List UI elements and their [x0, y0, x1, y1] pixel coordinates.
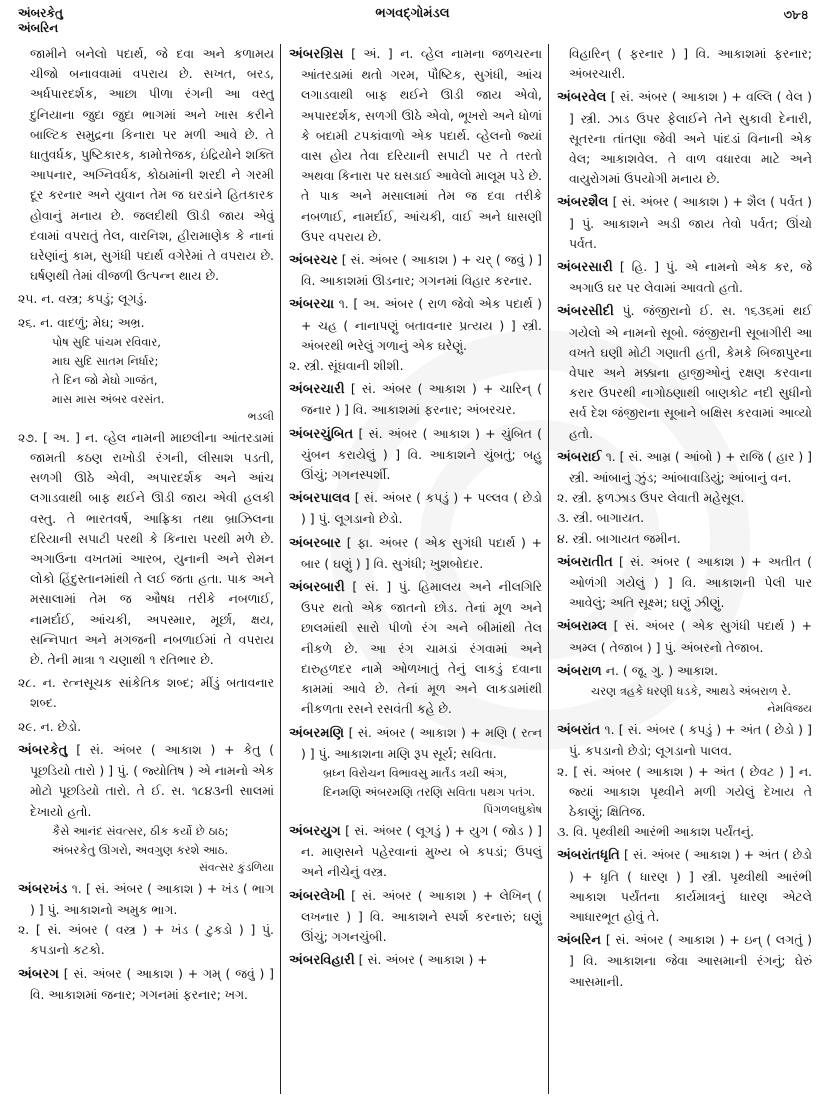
dictionary-entry [557, 616, 812, 657]
definition [18, 740, 274, 822]
guide-word-first: અંબરકેતુ [18, 6, 63, 20]
definition [557, 720, 812, 761]
quotation-line: ચરણ ત્રહકે ધરણી ધડકે, આથડે અંબરાળ રે. [591, 684, 792, 699]
definition-text: [ સં. અંબર ( આકાશ ) + લેખિન્ ( લખનાર ) ] વિ. આકાશને સ્પર્શ કરનારું; ઘણું ઊંચું; ગગનચુંબી. [301, 887, 542, 944]
headword: અંબરગ [18, 966, 59, 982]
definition [557, 529, 812, 549]
definition-text: ૧. [ સં. અંબર ( કપડું ) + અંત ( છેડો ) ] પું. કપડાનો છેડો; લૂગડાનો પાલવ. [569, 722, 812, 759]
definition [557, 44, 812, 84]
definition-text: [ સં. ] પું. હિમાલય અને નીલગિરિ ઉપર થતો એક જાતનો છોડ. તેનાં મૂળ અને છાલમાંથી સારો પીળો રંગ અને બીમાંથી તેલ નીકળે છે. આ રંગ ચામડાં રંગવામાં અને દારુહળદર નામે ઓળખાતું તેનું લાકડું દવાના કામમાં આવે છે. તેનાં મૂળ અને લાકડામાંથી નીકળતા રસને રસવંતી કહે છે. [301, 579, 542, 717]
definition-text: ૨. [ સં. અંબર ( વસ્ત્ર ) + ખંડ ( ટુકડો ) ] પું. કપડાનો કટકો. [18, 922, 274, 958]
definition-text: [ સં. અંબર ( આકાશ ) + ઇન્ ( લગતું ) ] વિ. આકાશના જેવા આસમાની રંગનું; ઘેરું આસમાની. [569, 932, 812, 989]
dictionary-entry [289, 723, 542, 818]
definition-text: ૨૬. ન. વાદળું; મેઘ; અભ્ર. [18, 314, 145, 330]
definition [557, 822, 812, 842]
headword: અંબરવિહારી [289, 953, 355, 969]
definition-text: [ સં. અંબર ( આકાશ ) + વલ્લિ ( વેલ ) ] સ્ત્રી. ઝાડ ઉપર ફેલાઈને તેને સુકાવી દેનારી, સૂતરના તાંતણા જેવી અને પાંદડાં વિનાની એક વેલ; આકાશવેલ. તે વાળ વધારવા માટે અને વાયુરોગમાં ઉપયોગી મનાય છે. [569, 89, 812, 187]
headword: અંબરવેલ [557, 90, 607, 106]
definition [557, 552, 812, 614]
definition-text: ૨૫. ન. વસ્ત્ર; કપડું; લૂગડું. [18, 291, 148, 307]
definition-text: [ હિ. ] પું. એ નામનો એક કર, જે અગાઉ ઘર પર લેવામાં આવતો હતો. [569, 259, 812, 296]
headword: અંબરસીદી [557, 304, 614, 320]
headword: અંબરપાલવ [289, 491, 351, 507]
definition-text: ૨. સ્ત્રી. સૂંઘવાની શીશી. [289, 358, 404, 374]
dictionary-entry [557, 87, 812, 189]
quotation-line: દિનમણિ અંબરમણિ તરણિ સવિતા પથગ પતંગ. [323, 784, 536, 799]
definition [18, 717, 274, 737]
column-3 [548, 44, 814, 1094]
definition [557, 257, 812, 298]
definition [18, 313, 274, 333]
definition-text: [ સં. અંબર ( આકાશ ) + શૈલ ( પર્વત ) ] પું. આકાશને અડી જાય તેવો પર્વત; ઊંચો પર્વત. [569, 194, 812, 251]
dictionary-entry [18, 879, 274, 961]
definition-text: [ સં. અંબર ( કપડું ) + પલ્લવ ( છેડો ) ] પું. લૂગડાનો છેડો. [301, 490, 542, 527]
definition [557, 762, 812, 823]
dictionary-entry [557, 661, 812, 717]
dictionary-entry [557, 301, 812, 443]
dictionary-entry [557, 257, 812, 298]
quotation-source: ભડલી [247, 409, 274, 423]
quotation-line: માસ માસ અંબર વરસંત. [52, 391, 165, 406]
definition [289, 533, 542, 574]
definition [18, 428, 274, 670]
definition [289, 821, 542, 883]
dictionary-entry [557, 192, 812, 254]
definition [557, 488, 812, 508]
dictionary-entry [289, 44, 542, 247]
definition-text: ૨૯. ન. છેડો. [18, 718, 82, 734]
dictionary-entry [18, 428, 274, 670]
definition [289, 488, 542, 529]
definition-text: [ સં. અંબર ( આકાશ ) + કેતુ ( પૂછડિયો તારો ) ] પું. ( જ્યોતિષ ) એ નામનો એક મોટો પૂછડિયો તારો. તે ઈ. સ. ૧૮૪૩ની સાલમાં દેખાયો હતો. [30, 741, 274, 819]
headword: અંબરખંડ [18, 881, 68, 897]
headword: અંબરાંતધૃતિ [557, 848, 620, 864]
definition-text: ૧. [ અ. અંબર ( રાળ જેવો એક પદાર્થ ) + ચહ ( નાનાપણું બતાવનાર પ્રત્યય ) ] સ્ત્રી. અંબરથી ભરેલું ગળાનું એક ઘરેણું. [301, 296, 542, 353]
headword: અંબરાંત [557, 723, 601, 739]
definition-text: [ સં. અંબર ( આકાશ ) + ચર્ ( જવું ) ] વિ. આકાશમાં ઊડનાર; ગગનમાં વિહાર કરનાર. [301, 252, 542, 289]
dictionary-entry [557, 930, 812, 992]
dictionary-entry [18, 673, 274, 713]
definition [18, 920, 274, 960]
dictionary-entry [557, 845, 812, 927]
headword: અંબરકેતુ [18, 742, 68, 758]
quotation-line: તે દિન જો મેઘો ગાજંત, [52, 372, 158, 387]
definition-text: [ ફા. અંબર ( એક સુગંધી પદાર્થ ) + બાર ( ઘણું ) ] વિ. સુગંધી; ખુશબોદાર. [301, 534, 542, 571]
quotation-source: નેમવિજય [767, 702, 812, 716]
running-title: ભગવદ્ગોમંડલ [375, 6, 450, 21]
definition-text: [ અં. ] ન. વ્હેલ નામના જળચરના આંતરડામાં થતો ગરમ, પૌષ્ટિક, સુગંધી, આંચ લગાડવાથી બાફ થઈને ઊડી જાય એવો, અપારદર્શક, સળગી ઊઠે એવો, ભૂખરો અને ધોળાં કે બદામી ટપકાંવાળો એક પદાર્થ. વ્હેલનો જ્યાં વાસ હોય તેવા દરિયાની સપાટી પર તે તરતો અથવા કિનારા પર ઘસડાઈ આવેલો માલૂમ પડે છે. તે પાક અને મસાલામાં તેમ જ દવા તરીકે નબળાઈ, નામર્દાઈ, આંચકી, વાઈ અને ધાસણી ઉપર વપરાય છે. [301, 46, 542, 244]
definition [289, 723, 542, 764]
headword: અંબરામ્લ [557, 619, 608, 635]
headword: અંબરસારી [557, 260, 613, 276]
definition [289, 577, 542, 719]
definition [289, 356, 542, 376]
headword: અંબરલેખી [289, 888, 345, 904]
definition-text: વિહારિન્ ( ફરનાર ) ] વિ. આકાશમાં ફરનાર; અંબરચારી. [569, 46, 812, 82]
quotation-source: પિંગળલઘુકોષ [483, 802, 542, 816]
dictionary-entry [289, 488, 542, 529]
headword: અંબરચર [289, 253, 338, 269]
definition-text: [ સં. અંબર ( આકાશ ) + ગમ્ ( જવું ) ] વિ. આકાશમાં જનાર; ગગનમાં ફરનાર; ખગ. [30, 965, 274, 1002]
definition [557, 661, 812, 682]
definition-text: [ સં. અંબર ( લૂગડું ) + યુગ ( જોડ ) ] ન. માણસને પહેરવાનાં મુખ્ય બે કપડાં; ઉપલું અને નીચેનું વસ્ત્ર. [301, 822, 542, 880]
definition [557, 192, 812, 254]
definition [289, 294, 542, 356]
definition-text: ૨૭. [ અ. ] ન. વ્હેલ નામની માછલીના આંતરડામાં જામતી કઠણ રાખોડી રંગની, લીસાશ પડતી, સળગી ઊઠે એવી, અપારદર્શક અને આંચ લગાડવાથી બાફ થઈને ઊડી જાય એવી હલકી વસ્તુ. તે ભારતવર્ષ, આફ્રિકા તથા બ્રાઝિલના દરિયાની સપાટી પરથી કે કિનારા પરથી મળે છે. અગાઉના વખતમાં આરબ, યુનાની અને રોમન લોકો હિંદુસ્તાનમાંથી તે લઈ જતા હતા. પાક અને મસાલામાં તેમ જ ઔષધ તરીકે નબળાઈ, નામર્દાઈ, આંચકી, અપસ્માર, મૂર્છા, ક્ષય, સન્નિપાત અને મગજની નબળાઈમાં તે વપરાય છે. તેની માત્રા ૧ ચણાથી ૧ રતિભાર છે. [18, 429, 274, 668]
definition [18, 673, 274, 713]
headword: અંબરશૈલ [557, 195, 609, 211]
definition-text: [ સં. અંબર ( આકાશ ) + અંત ( છેડો ) + ધૃતિ ( ધારણ ) ] સ્ત્રી. પૃથ્વીથી આરંભી આકાશ પર્યંતના કાર્યમાત્રનું ધારણ એટલે આધારભૂત હોવું તે. [569, 847, 812, 924]
headword: અંબરાળ [557, 663, 602, 679]
definition-text: ૨. [ સં. અંબર ( આકાશ ) + અંત ( છેવટ ) ] ન. જ્યાં આકાશ પૃથ્વીને મળી ગયેલું દેખાય તે ઠેકાણું; ક્ષિતિજ. [557, 763, 812, 819]
dictionary-entry [557, 720, 812, 842]
column-2 [280, 44, 548, 1094]
quotation-line: કૈસે આનંદ સંવત્સર, ઠીક કર્યો છે ઠાઠ; [52, 823, 229, 838]
dictionary-entry [18, 44, 274, 286]
definition [289, 424, 542, 486]
definition [557, 87, 812, 189]
definition [289, 886, 542, 948]
quotation-source: સંવત્સર કુંડળિયા [198, 860, 274, 874]
dictionary-entry [289, 950, 542, 971]
headword: અંબરચુંબિત [289, 426, 354, 442]
definition [18, 44, 274, 286]
dictionary-entry [289, 821, 542, 883]
dictionary-entry [18, 717, 274, 737]
headword: અંબરાઈ [557, 449, 602, 465]
dictionary-entry [18, 289, 274, 309]
quotation-line: માઘ સુદિ સાતમ નિર્ધાર; [52, 353, 159, 368]
column-1 [18, 44, 280, 1094]
dictionary-entry [18, 964, 274, 1005]
headword: અંબરબાર [289, 535, 341, 551]
dictionary-entry [289, 424, 542, 486]
definition-text: જામીને બનેલો પદાર્થ, જે દવા અને કળામય ચીજો બનાવવામાં વપરાય છે. સખત, બરડ, અર્ધપારદર્શક, આછા પીળા રંગની આ વસ્તુ દુનિયાના જુદા જુદા ભાગમાં અને ખાસ કરીને બાલ્ટિક સમુદ્રના કિનારા પર મળી આવે છે. તે ધાતુવર્ધક, પુષ્ટિકારક, કામોત્તેજક, ઇંદ્રિયોને શક્તિ આપનાર, અગ્નિવર્ધક, કોઠામાંની શરદી ને ગરમી દૂર કરનાર અને યુવાન તેમ જ ઘરડાંને હિતકારક હોવાનું મનાય છે. જલદીથી ઊડી જાય એવું દવામાં વપરાતું તેલ, વારનિશ, હીરામાણેક કે નાનાં ઘરેણાંનું કામ, સુગંધી પદાર્થ વગેરેમાં તે વપરાય છે. ઘર્ષણથી તેમાં વીજળી ઉત્પન્ન થાય છે. [30, 46, 274, 284]
quotation-line: અંબરકેતુ ઊગરો, અવગુણ કરશે આઠ. [52, 842, 229, 857]
dictionary-columns [18, 44, 814, 1094]
definition-text: ૩. વિ. પૃથ્વીથી આરંભી આકાશ પર્યંતનું. [557, 824, 755, 840]
dictionary-entry [289, 294, 542, 376]
definition-text: [ સં. અંબર ( આકાશ ) + મણિ ( રત્ન ) ] પું. આકાશના મણિ રૂપ સૂર્ય; સવિતા. [301, 724, 542, 761]
definition [557, 930, 812, 992]
page-number: ৩৮৪ [783, 8, 809, 23]
definition [18, 289, 274, 309]
headword: અંબરાતીત [557, 554, 613, 570]
quotation-line: પોષ સુદિ પાંચમ રવિવાર, [52, 334, 161, 349]
page-header [0, 0, 825, 44]
definition [557, 508, 812, 528]
headword: અંબરબારી [289, 580, 345, 596]
definition [557, 845, 812, 927]
quotation-line: બ્રધ્ન વિરોચન વિભાવસુ માર્તંડ ત્રયી અંગ, [323, 765, 508, 780]
definition-text: [ સં. અંબર ( આકાશ ) + ચારિન્ ( જનાર ) ] વિ. આકાશમાં ફરનાર; અંબરચર. [301, 381, 542, 418]
dictionary-entry [557, 552, 812, 614]
definition-text: પું. જંજીરાનો ઈ. સ. ૧૬૩૬માં થઈ ગયેલો એ નામનો સૂબો. જંજીરાની સૂબાગીરી આ વખતે ઘણી મોટી ગણાતી હતી, કેમકે બિજાપુરના વેપાર અને મક્કાના હાજીઓનું રક્ષણ કરવાના કરાર ઉપરથી નાગોઠણાથી બાણકોટ નદી સુધીનો સર્વ દેશ જંજીરાના સૂબાને બક્ષિસ કરવામાં આવ્યો હતો. [569, 303, 812, 441]
guide-word-last: અંબરિન [18, 21, 59, 35]
dictionary-entry [289, 533, 542, 574]
definition-text: ૧. [ સં. અંબર ( આકાશ ) + ખંડ ( ભાગ ) ] પું. આકાશનો અમુક ભાગ. [30, 880, 274, 917]
definition-text: ૨. સ્ત્રી. ફળઝાડ ઉપર લેવાતી મહેસૂલ. [557, 490, 745, 506]
definition-text: [ સં. અંબર ( એક સુગંધી પદાર્થ ) + અમ્લ ( તેજાબ ) ] પું. અંબરનો તેજાબ. [569, 618, 812, 655]
headword: અંબરચા [289, 297, 335, 313]
definition-text: ૧. [ સં. આમ્ર ( આંબો ) + રાજિ ( હાર ) ] સ્ત્રી. આંબાનું ઝુંડ; આંબાવાડિયું; આંબાનું વન. [569, 448, 812, 486]
definition [18, 964, 274, 1005]
headword: અંબરચારી [289, 382, 345, 398]
definition-text: [ સં. અંબર ( આકાશ ) + અતીત ( ઓળંગી ગયેલું ) ] વિ. આકાશની પેલી પાર આવેલું; અતિ સૂક્ષ્મ; ઘણું ઝીણું. [569, 553, 812, 611]
definition [557, 301, 812, 443]
headword: અંબરિન [557, 933, 602, 949]
definition [289, 950, 542, 971]
definition [289, 250, 542, 291]
dictionary-entry [18, 740, 274, 876]
dictionary-entry [18, 313, 274, 425]
dictionary-entry [557, 44, 812, 84]
definition [289, 379, 542, 420]
dictionary-entry [289, 250, 542, 291]
dictionary-entry [289, 886, 542, 948]
dictionary-entry [557, 447, 812, 549]
headword: અંબરયુગ [289, 823, 341, 839]
definition-text: [ સં. અંબર ( આકાશ ) + ચુંબિત ( ચુંબન કરાયેલું ) ] વિ. આકાશને ચુંબતું; બહુ ઊંચું; ગગનસ્પર્શી. [301, 425, 542, 483]
dictionary-entry [289, 577, 542, 719]
headword: અંબરગ્રિસ [289, 47, 344, 62]
definition [18, 879, 274, 920]
definition-text: ન. ( જૂ. ગુ. ) આકાશ. [605, 662, 719, 678]
definition-text: [ સં. અંબર ( આકાશ ) + [358, 952, 488, 968]
definition-text: ૩. સ્ત્રી. બાગાયત. [557, 510, 645, 526]
definition [557, 616, 812, 657]
definition-text: ૪. સ્ત્રી. બાગાયત જમીન. [557, 530, 681, 546]
headword: અંબરમણિ [289, 725, 345, 741]
definition [289, 44, 542, 247]
dictionary-entry [289, 379, 542, 420]
definition [557, 447, 812, 488]
definition-text: ૨૮. ન. રત્નસૂચક સાંકેતિક શબ્દ; મીંડું બતાવનાર શબ્દ. [18, 675, 274, 711]
